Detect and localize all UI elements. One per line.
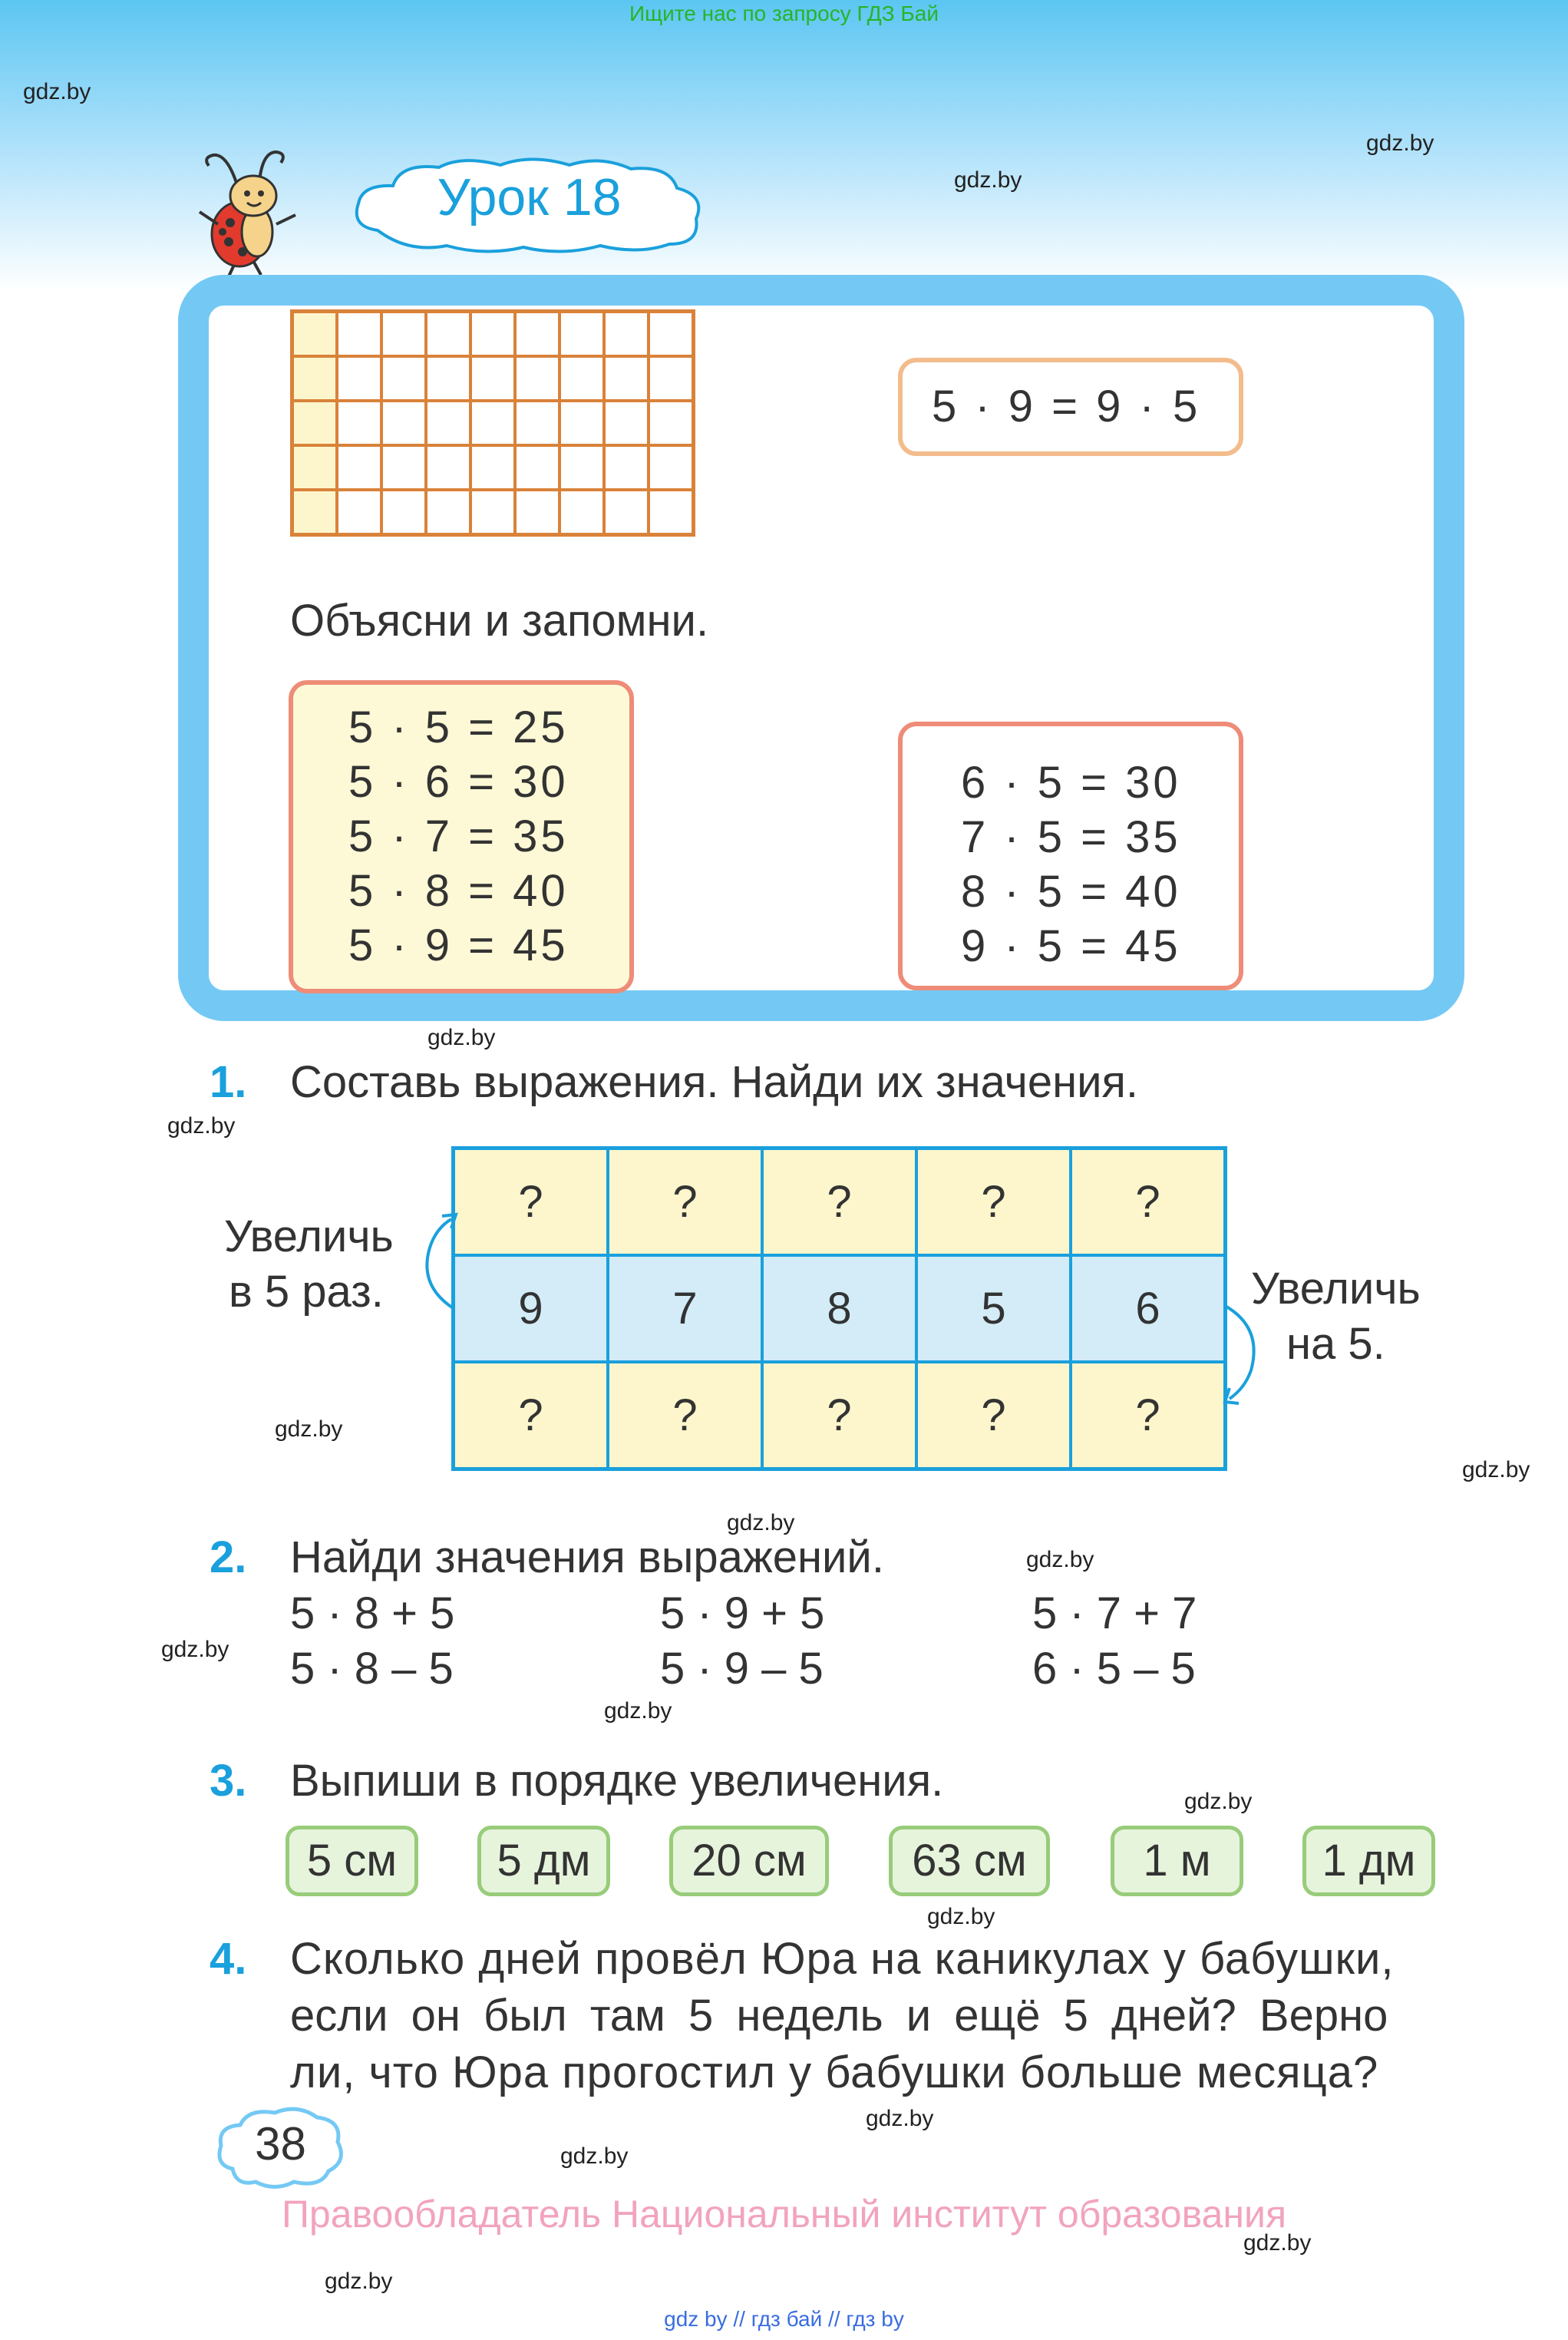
task4-line: ли, что Юра прогостил у бабушки больше месяца? (290, 2048, 1379, 2097)
grid-cell (470, 312, 515, 356)
grid-cell (292, 312, 337, 356)
grid-cell (560, 356, 604, 401)
task1-text: Составь выражения. Найди их значения. (290, 1057, 1139, 1107)
lesson-title: Урок 18 (437, 168, 622, 226)
grid-cell (337, 490, 381, 534)
watermark: gdz.by (1026, 1547, 1094, 1572)
grid-cell (560, 312, 604, 356)
grid-cell (604, 445, 649, 490)
table-right-box (898, 722, 1243, 990)
given-cell: 9 (454, 1255, 609, 1362)
commutative-box (898, 358, 1243, 456)
unit-card[interactable]: 20 см (669, 1826, 829, 1896)
grid-cell (470, 356, 515, 401)
grid-cell (337, 356, 381, 401)
equation: 9 · 5 = 45 (961, 921, 1181, 971)
page-number: 38 (255, 2118, 306, 2170)
unit-card[interactable]: 1 дм (1302, 1826, 1435, 1896)
grid-cell (604, 356, 649, 401)
answer-cell[interactable]: ? (916, 1362, 1071, 1469)
watermark: gdz.by (604, 1698, 672, 1724)
answer-cell[interactable]: ? (916, 1149, 1071, 1256)
copyright-text: Правообладатель Национальный институт образования (281, 2193, 1287, 2236)
watermark: gdz.by (1366, 131, 1434, 156)
unit-card[interactable]: 5 дм (477, 1826, 610, 1896)
grid-cell (604, 401, 649, 445)
given-cell: 7 (608, 1255, 762, 1362)
expression: 5 · 9 – 5 (660, 1644, 824, 1694)
grid-cell (649, 445, 693, 490)
equation: 6 · 5 = 30 (961, 758, 1181, 808)
grid-cell (292, 401, 337, 445)
right-label-line: на 5. (1286, 1319, 1385, 1369)
grid-cell (604, 490, 649, 534)
unit-card[interactable]: 5 см (286, 1826, 418, 1896)
grid-cell (470, 490, 515, 534)
grid-cell (604, 312, 649, 356)
watermark: gdz.by (161, 1637, 229, 1662)
grid-cell (292, 356, 337, 401)
equation: 5 · 5 = 25 (348, 702, 569, 752)
watermark: gdz.by (927, 1904, 995, 1929)
grid-cell (426, 356, 470, 401)
expression: 6 · 5 – 5 (1032, 1644, 1196, 1694)
left-label-line: Увеличь (224, 1211, 394, 1261)
answer-cell[interactable]: ? (608, 1362, 762, 1469)
watermark: gdz.by (275, 1416, 343, 1442)
equation: 5 · 6 = 30 (348, 757, 569, 807)
expression: 5 · 8 – 5 (290, 1644, 454, 1694)
answer-cell[interactable]: ? (1071, 1149, 1226, 1256)
watermark: gdz.by (167, 1113, 236, 1139)
given-cell: 8 (762, 1255, 916, 1362)
table-left-box (289, 680, 634, 993)
watermark: gdz.by (1243, 2230, 1312, 2256)
expression: 5 · 8 + 5 (290, 1588, 455, 1638)
expression: 5 · 7 + 7 (1032, 1588, 1197, 1638)
equation: 5 · 8 = 40 (348, 866, 569, 916)
grid-cell (292, 445, 337, 490)
task1-table (451, 1146, 1227, 1471)
grid-cell (426, 490, 470, 534)
watermark: gdz.by (727, 1510, 795, 1535)
grid-cell (337, 312, 381, 356)
left-label (224, 1209, 394, 1320)
answer-cell[interactable]: ? (762, 1149, 916, 1256)
grid-cell (649, 490, 693, 534)
grid-cell (515, 490, 560, 534)
grid-cell (515, 445, 560, 490)
task4-line: Сколько дней провёл Юра на каникулах у бабушки, (290, 1934, 1395, 1984)
grid-cell (515, 356, 560, 401)
grid-cell (292, 490, 337, 534)
right-arrow-icon (1220, 1297, 1266, 1413)
grid-cell (337, 401, 381, 445)
grid-cell (381, 312, 426, 356)
grid-cell (649, 356, 693, 401)
left-label-line: в 5 раз. (229, 1267, 384, 1317)
footer-links[interactable]: gdz by // гдз бай // гдз by (664, 2307, 904, 2331)
given-cell: 6 (1071, 1255, 1226, 1362)
equation: 8 · 5 = 40 (961, 867, 1181, 917)
grid-cell (649, 312, 693, 356)
task-number: 3. (210, 1756, 247, 1806)
grid-cell (515, 312, 560, 356)
grid-cell (381, 356, 426, 401)
task-number: 4. (210, 1934, 247, 1984)
ladybug-mascot (192, 138, 303, 280)
grid-cell (515, 401, 560, 445)
watermark: gdz.by (1462, 1457, 1530, 1482)
commutative-formula: 5 · 9 = 9 · 5 (932, 382, 1201, 431)
grid-cell (426, 312, 470, 356)
grid-cell (470, 401, 515, 445)
watermark: gdz.by (427, 1025, 496, 1050)
equation: 7 · 5 = 35 (961, 812, 1181, 862)
task2-text: Найди значения выражений. (290, 1532, 884, 1582)
theory-instruction: Объясни и запомни. (290, 596, 709, 646)
watermark: gdz.by (325, 2269, 393, 2294)
task-number: 2. (210, 1532, 247, 1582)
grid-cell (337, 445, 381, 490)
grid-cell (381, 401, 426, 445)
answer-cell[interactable]: ? (454, 1149, 609, 1256)
grid-cell (381, 490, 426, 534)
unit-card[interactable]: 63 см (889, 1826, 1050, 1896)
watermark: gdz.by (23, 79, 91, 104)
task3-text: Выпиши в порядке увеличения. (290, 1756, 944, 1806)
grid-cell (426, 445, 470, 490)
grid-cell (381, 445, 426, 490)
equation: 5 · 7 = 35 (348, 811, 569, 861)
watermark: gdz.by (954, 167, 1022, 193)
grid-cell (426, 401, 470, 445)
watermark: gdz.by (866, 2106, 934, 2131)
right-label-line: Увеличь (1251, 1264, 1421, 1314)
answer-cell[interactable]: ? (1071, 1362, 1226, 1469)
given-cell: 5 (916, 1255, 1071, 1362)
answer-cell[interactable]: ? (454, 1362, 609, 1469)
task4-line: если он был там 5 недель и ещё 5 дней? Верно (290, 1991, 1388, 2041)
grid-cell (649, 401, 693, 445)
grid-cell (470, 445, 515, 490)
grid-cell (560, 445, 604, 490)
left-arrow-icon (414, 1205, 460, 1320)
grid-illustration (290, 309, 695, 537)
watermark: gdz.by (1184, 1789, 1253, 1814)
equation: 5 · 9 = 45 (348, 920, 569, 970)
top-notice: Ищите нас по запросу ГДЗ Бай (629, 2, 939, 25)
grid-cell (560, 401, 604, 445)
watermark: gdz.by (560, 2143, 629, 2169)
task-number: 1. (210, 1057, 247, 1107)
right-label (1251, 1261, 1421, 1372)
answer-cell[interactable]: ? (762, 1362, 916, 1469)
answer-cell[interactable]: ? (608, 1149, 762, 1256)
unit-card[interactable]: 1 м (1111, 1826, 1243, 1896)
expression: 5 · 9 + 5 (660, 1588, 825, 1638)
grid-cell (560, 490, 604, 534)
